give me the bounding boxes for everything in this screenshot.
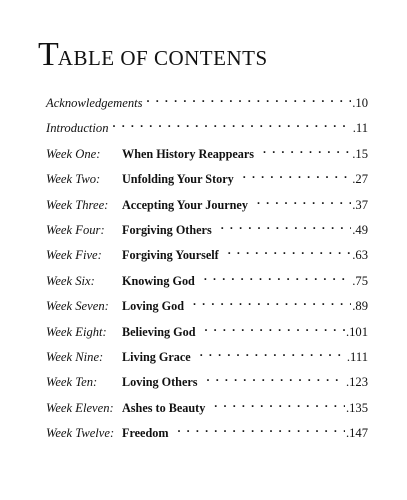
dot-leader (263, 145, 351, 158)
chapter-title: Living Grace (122, 349, 191, 364)
chapter-title: Loving God (122, 299, 184, 314)
chapter-title: Unfolding Your Story (122, 172, 234, 187)
chapter-title: Loving Others (122, 375, 198, 390)
page-number: .63 (352, 248, 368, 263)
chapter-title: Forgiving Yourself (122, 248, 219, 263)
week-label: Week Ten: (46, 375, 98, 390)
dot-leader (207, 373, 345, 386)
week-label: Week Nine: (46, 349, 104, 364)
week-label: Week Four: (46, 222, 105, 237)
table-of-contents (46, 94, 368, 449)
chapter-title: When History Reappears (122, 146, 255, 161)
chapter-title: Believing God (122, 324, 196, 339)
page-number: .37 (352, 197, 368, 212)
toc-entry-week-four[interactable] (46, 221, 368, 246)
week-label: Week Seven: (46, 299, 109, 314)
page-number: .111 (346, 349, 368, 364)
toc-entry-week-six[interactable] (46, 272, 368, 297)
toc-entry-week-nine[interactable] (46, 348, 368, 373)
page-number: .135 (345, 400, 368, 415)
dot-leader (147, 94, 352, 107)
week-label: Week Eleven: (46, 400, 114, 415)
dot-leader (200, 348, 346, 361)
toc-entry-week-ten[interactable] (46, 373, 368, 398)
chapter-title: Freedom (122, 426, 169, 441)
week-label: Week Six: (46, 273, 95, 288)
page-number: .75 (352, 273, 368, 288)
week-label: Week Three: (46, 197, 109, 212)
page-number: .49 (352, 222, 368, 237)
week-label: Week One: (46, 146, 101, 161)
page-number: .27 (352, 172, 368, 187)
dot-leader (204, 323, 344, 336)
title-initial: T (38, 36, 59, 73)
toc-entry-week-seven[interactable] (46, 297, 368, 322)
title-rest: ABLE OF CONTENTS (57, 46, 268, 70)
dot-leader (214, 399, 345, 412)
chapter-title: Ashes to Beauty (122, 400, 206, 415)
dot-leader (193, 297, 351, 310)
page-number: .101 (345, 324, 368, 339)
chapter-title: Accepting Your Journey (122, 197, 248, 212)
dot-leader (228, 246, 352, 259)
toc-entry-week-two[interactable] (46, 170, 368, 195)
dot-leader (243, 170, 352, 183)
page-number: .89 (352, 299, 368, 314)
chapter-title: Forgiving Others (122, 222, 212, 237)
dot-leader (204, 272, 351, 285)
page-number: .147 (345, 426, 368, 441)
toc-entry-week-three[interactable] (46, 196, 368, 221)
chapter-title: Knowing God (122, 273, 195, 288)
week-label: Week Eight: (46, 324, 107, 339)
page-number: .10 (352, 96, 368, 110)
page-number: .123 (345, 375, 368, 390)
toc-entry-week-eight[interactable] (46, 323, 368, 348)
toc-entry-week-twelve[interactable] (46, 424, 368, 449)
toc-entry-week-one[interactable] (46, 145, 368, 170)
toc-entry-acknowledgements[interactable] (46, 94, 368, 119)
page-title (38, 38, 268, 72)
week-label: Week Five: (46, 248, 102, 263)
toc-entry-week-eleven[interactable] (46, 399, 368, 424)
week-label: Week Twelve: (46, 426, 115, 441)
toc-entry-week-five[interactable] (46, 246, 368, 271)
dot-leader (257, 196, 351, 209)
toc-entry-introduction[interactable] (46, 119, 368, 144)
entry-label: Acknowledgements (46, 96, 143, 110)
dot-leader (221, 221, 352, 234)
page-number: .15 (352, 146, 368, 161)
dot-leader (177, 424, 344, 437)
dot-leader (113, 119, 352, 132)
week-label: Week Two: (46, 172, 101, 187)
page-number: .11 (352, 121, 368, 136)
entry-label: Introduction (46, 121, 109, 136)
